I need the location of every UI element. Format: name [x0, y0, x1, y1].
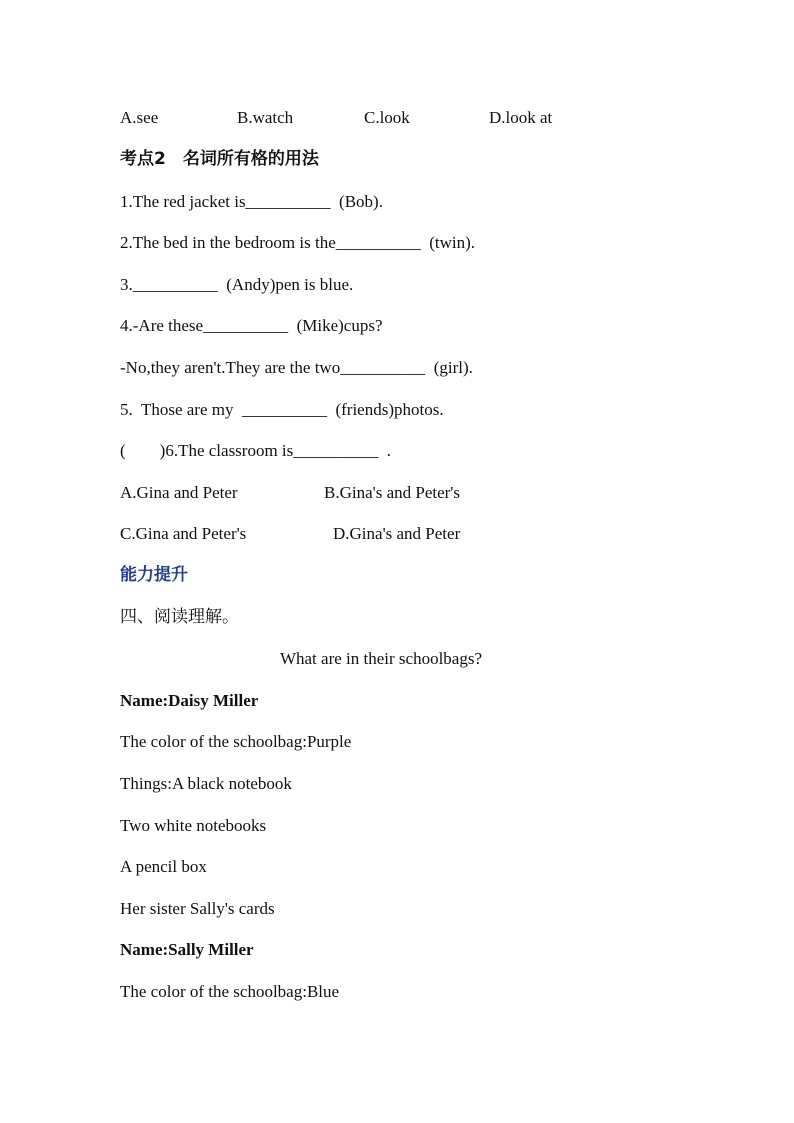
- person1-name: Name:Daisy Miller: [120, 691, 259, 710]
- q6-option-a: A.Gina and Peter: [120, 483, 238, 502]
- person2-bag-color: The color of the schoolbag:Blue: [120, 982, 340, 1001]
- exercise-item-1: 1.The red jacket is__________ (Bob).: [120, 192, 383, 211]
- option-c: C.look: [364, 108, 410, 127]
- topic-heading: 考点2 名词所有格的用法: [120, 149, 319, 169]
- option-d: D.look at: [489, 108, 553, 127]
- person2-name: Name:Sally Miller: [120, 940, 254, 959]
- section-subheading: 四、阅读理解。: [120, 607, 239, 627]
- exercise-item-5: 5. Those are my __________ (friends)photos.: [120, 400, 444, 419]
- person1-things-3: A pencil box: [120, 857, 207, 876]
- q6-option-c: C.Gina and Peter's: [120, 524, 247, 543]
- exercise-item-4: 4.-Are these__________ (Mike)cups?: [120, 316, 383, 335]
- exercise-item-4-answer: -No,they aren't.They are the two__________ (girl).: [120, 358, 473, 377]
- person1-things-4: Her sister Sally's cards: [120, 899, 275, 918]
- exercise-item-3: 3.__________ (Andy)pen is blue.: [120, 275, 354, 294]
- q6-option-b: B.Gina's and Peter's: [324, 483, 460, 502]
- q6-option-d: D.Gina's and Peter: [333, 524, 461, 543]
- option-b: B.watch: [237, 108, 294, 127]
- option-a: A.see: [120, 108, 159, 127]
- reading-title: What are in their schoolbags?: [279, 649, 483, 668]
- person1-bag-color: The color of the schoolbag:Purple: [120, 732, 352, 751]
- person1-things-2: Two white notebooks: [120, 816, 267, 835]
- exercise-item-6: ( )6.The classroom is__________ .: [120, 441, 392, 460]
- exercise-item-2: 2.The bed in the bedroom is the__________ (twin).: [120, 233, 476, 252]
- section-heading: 能力提升: [120, 565, 188, 585]
- person1-things-1: Things:A black notebook: [120, 774, 292, 793]
